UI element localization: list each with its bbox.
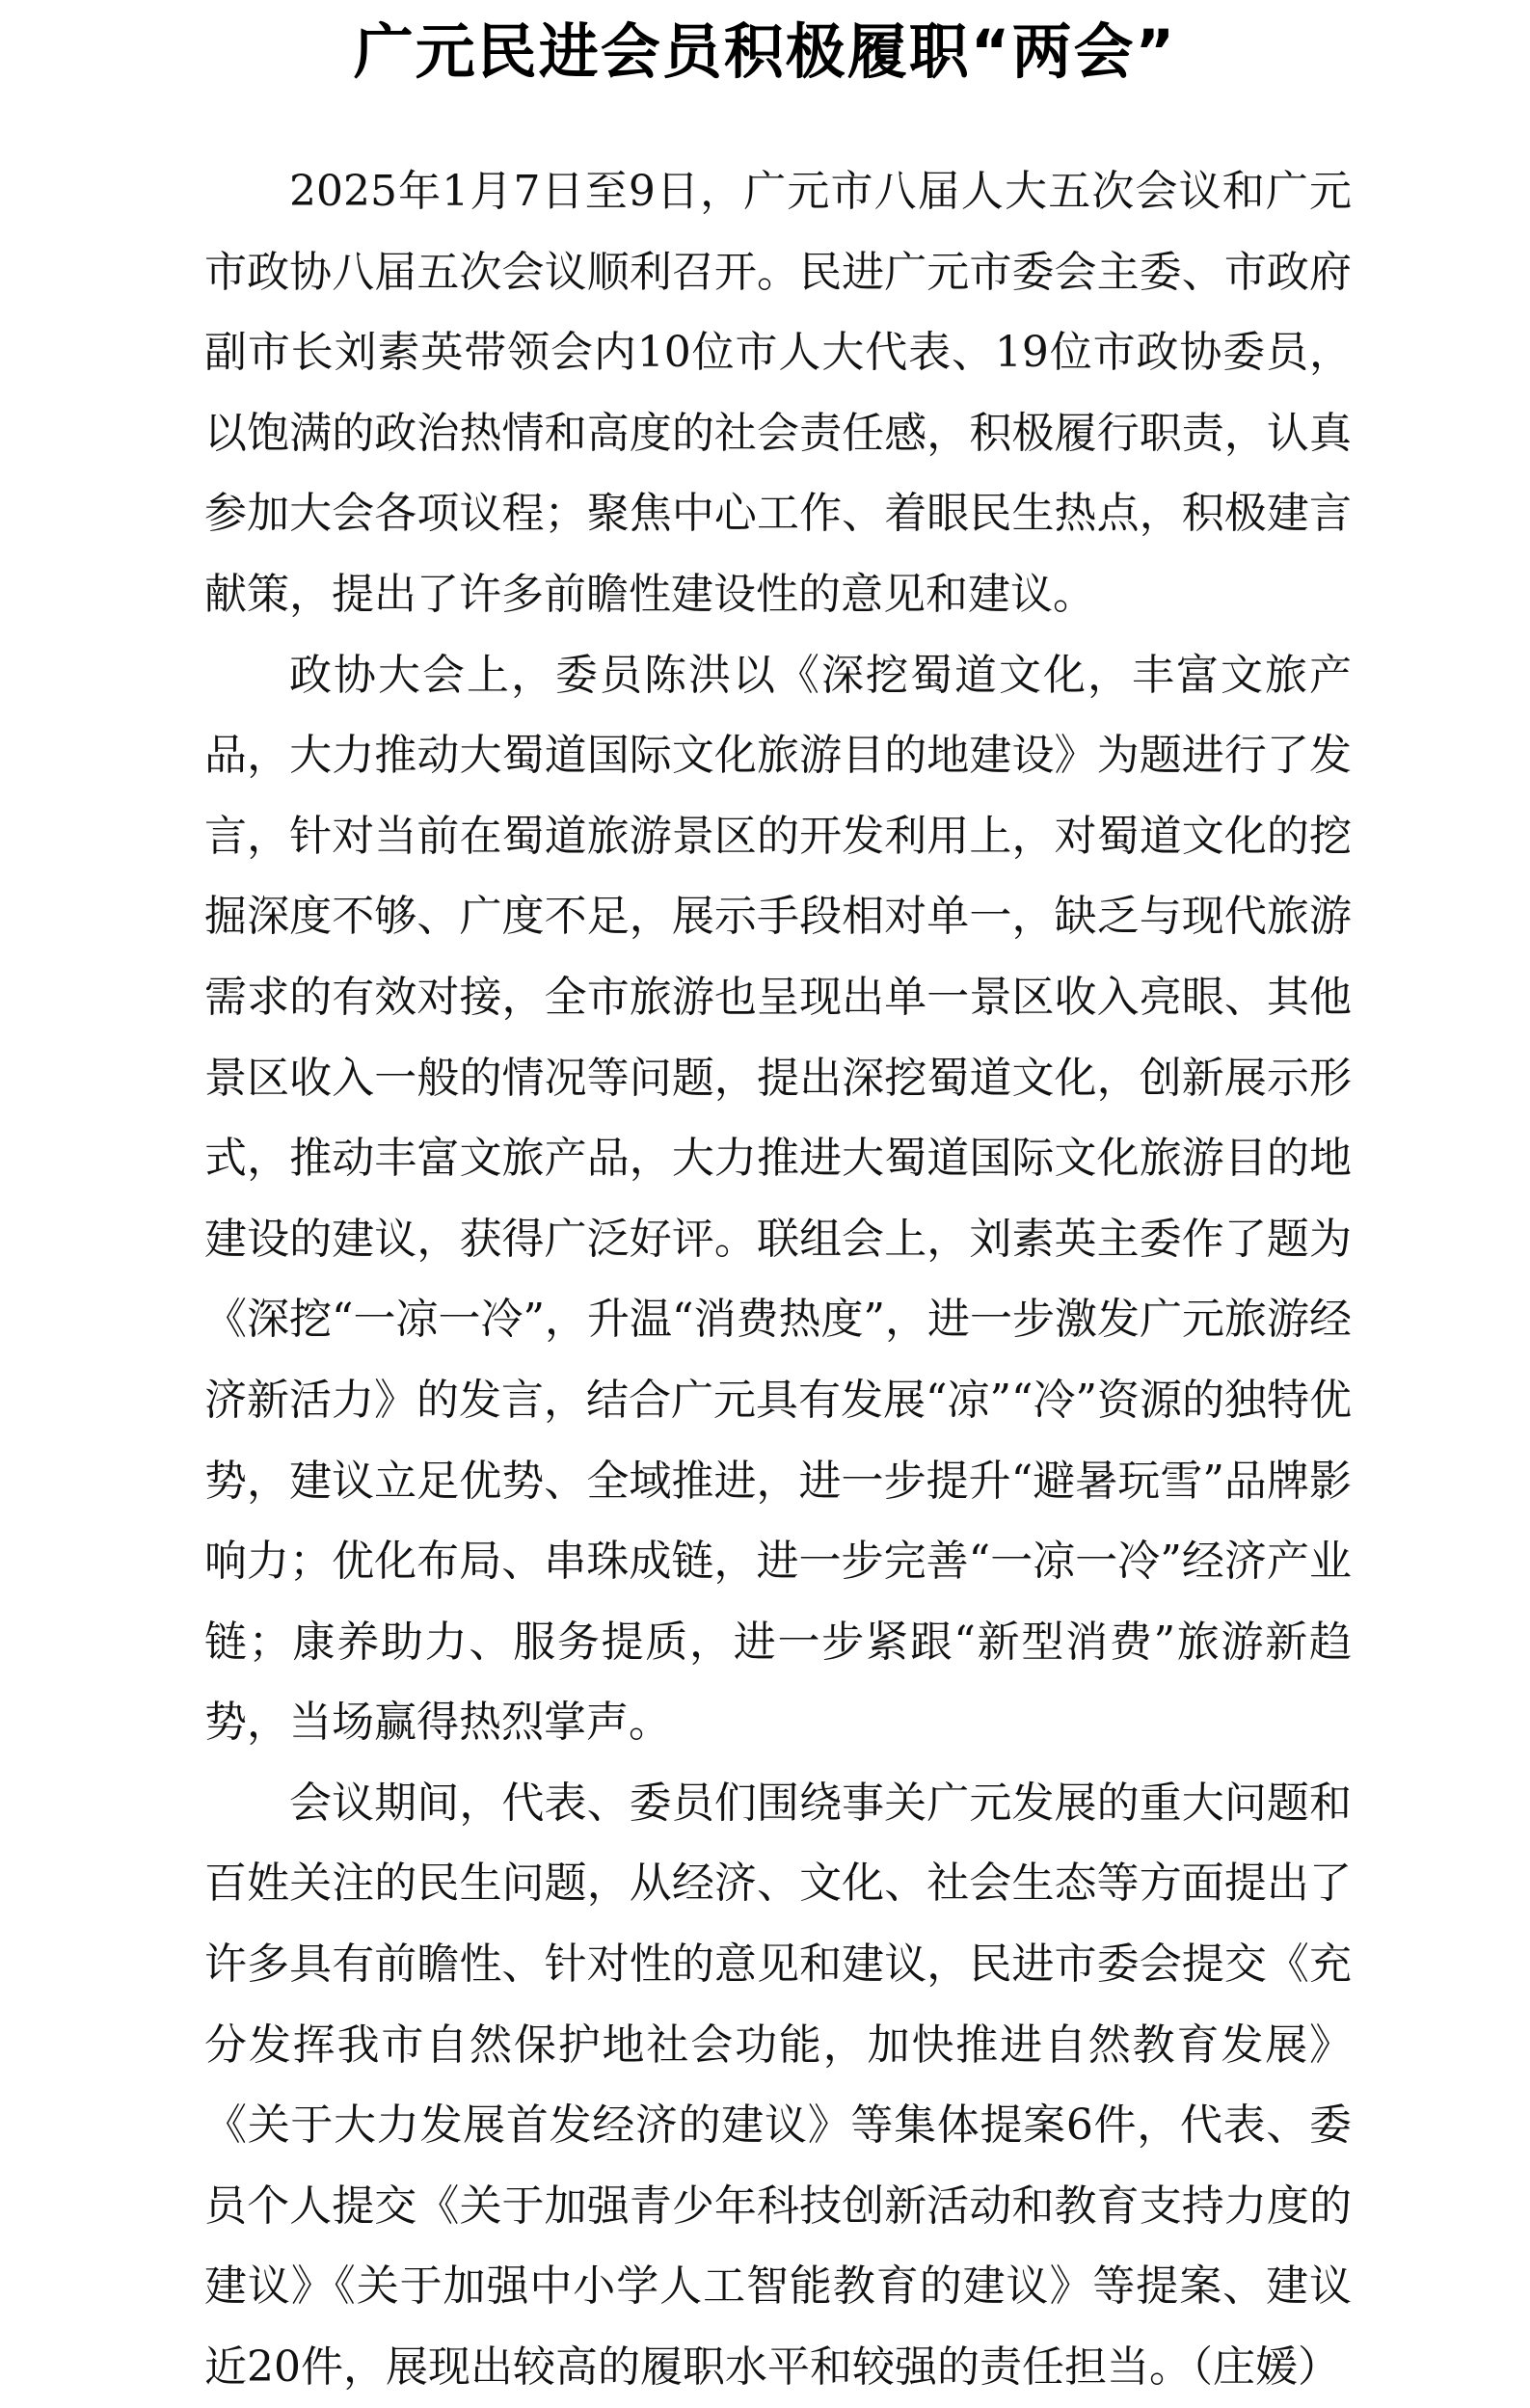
paragraph-3: 会议期间，代表、委员们围绕事关广元发展的重大问题和百姓关注的民生问题，从经济、文化、社会生态等方面提出了许多具有前瞻性、针对性的意见和建议，民进市委会提交《充分发挥我市自然保护地社会功能，加快推进自然教育发展》《关于大力发展首发经济的建议》等集体提案6件，代表、委员个人提交《关于加强青少年科技创新活动和教育支持力度的建议》《关于加强中小学人工智能教育的建议》等提案、建议近20件，展现出较高的履职水平和较强的责任担当。（庄媛）	[204, 1778, 1352, 2393]
article-title: 广元民进会员积极履职“两会”	[353, 16, 1177, 87]
article-body	[204, 151, 1352, 2408]
paragraph-2: 政协大会上，委员陈洪以《深挖蜀道文化，丰富文旅产品，大力推动大蜀道国际文化旅游目的地建设》为题进行了发言，针对当前在蜀道旅游景区的开发利用上，对蜀道文化的挖掘深度不够、广度不足，展示手段相对单一，缺乏与现代旅游需求的有效对接，全市旅游也呈现出单一景区收入亮眼、其他景区收入一般的情况等问题，提出深挖蜀道文化，创新展示形式，推动丰富文旅产品，大力推进大蜀道国际文化旅游目的地建设的建议，获得广泛好评。联组会上，刘素英主委作了题为《深挖“一凉一冷”，升温“消费热度”，进一步激发广元旅游经济新活力》的发言，结合广元具有发展“凉”“冷”资源的独特优势，建议立足优势、全域推进，进一步提升“避暑玩雪”品牌影响力；优化布局、串珠成链，进一步完善“一凉一冷”经济产业链；康养助力、服务提质，进一步紧跟“新型消费”旅游新趋势，当场赢得热烈掌声。	[204, 650, 1352, 1748]
paragraph-1: 2025年1月7日至9日，广元市八届人大五次会议和广元市政协八届五次会议顺利召开。民进广元市委会主委、市政府副市长刘素英带领会内10位市人大代表、19位市政协委员，以饱满的政治热情和高度的社会责任感，积极履行职责，认真参加大会各项议程；聚焦中心工作、着眼民生热点，积极建言献策，提出了许多前瞻性建设性的意见和建议。	[204, 167, 1352, 619]
